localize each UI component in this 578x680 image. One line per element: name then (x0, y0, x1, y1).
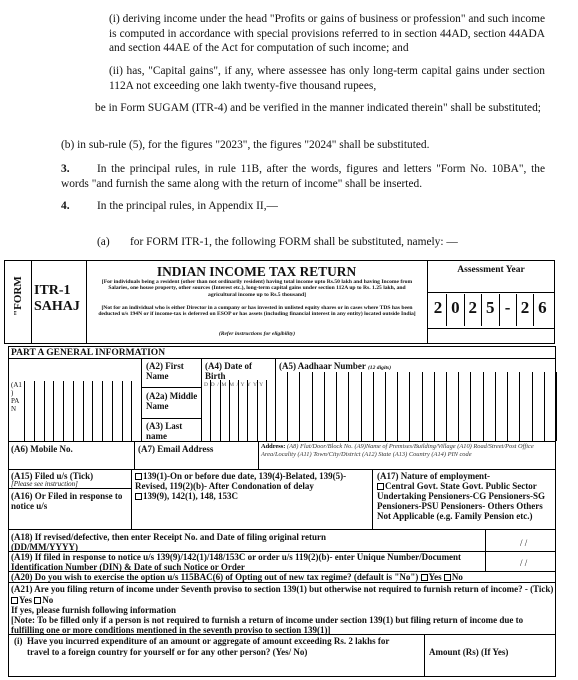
assessment-year-label: Assessment Year (457, 265, 525, 275)
part-a-heading: PART A GENERAL INFORMATION (11, 348, 166, 358)
a21-note-2: [Note: To be filled only if a person is not required to furnish a return of income under section 139(1) but filing return of income due to fulfilling one or more conditions mentioned in the seventh proviso to section 139(1)] (11, 615, 524, 635)
a15-options-text: 139(1)-On or before due date, 139(4)-Belated, 139(5)-Revised, 119(2)(b)- After Condonation of delay (135, 471, 347, 491)
char-cell-divider (102, 381, 103, 441)
digit-divider (516, 294, 517, 326)
checkbox-icon[interactable] (34, 597, 41, 604)
char-cell-divider (83, 381, 84, 441)
a17-options-text: Central Govt. State Govt. Public Sector Undertaking Pensioners-CG Pensioners-SG Pensioners-PSU Pensioners- Others Others Not Applicable (e.g. Family Pension etc.) (377, 481, 546, 521)
assessment-year-digit: 6 (538, 298, 547, 317)
address-fields (261, 443, 553, 458)
char-cell-divider (532, 372, 533, 441)
a21-question: (A21) Are you filing return of income under Seventh proviso to section 139(1) but otherwise not required to furnish return of income? - (Tick) (11, 584, 554, 594)
a17-label: (A17) Nature of employment- (377, 471, 491, 481)
a17-options[interactable] (377, 481, 552, 521)
clause-i: (i) deriving income under the head "Profits or gains of business or profession" and such income is computed in accordance with special provisions referred to in section 44AD, section 44ADA and section 44AE of the Act for computation of such income; and (109, 13, 545, 55)
char-cell-divider (507, 372, 508, 441)
char-cell-divider (131, 381, 132, 441)
char-cell-divider (141, 381, 142, 441)
address-a14: (A14) PIN code (431, 450, 472, 458)
char-cell-divider (247, 380, 248, 441)
char-cell-divider (373, 372, 374, 441)
a15-options[interactable] (135, 471, 370, 491)
checkbox-icon[interactable] (135, 493, 142, 500)
rule-4-number: 4. (61, 200, 70, 212)
form-eligibility-note: (Refer instructions for eligibility) (218, 331, 296, 337)
char-cell-divider (275, 372, 276, 441)
char-cell-divider (266, 380, 267, 441)
assessment-year-digit: 2 (468, 298, 478, 317)
first-name-label: (A2) First Name (146, 361, 184, 381)
char-cell-divider (483, 372, 484, 441)
form-side-label: "FORM (12, 276, 24, 316)
char-cell-divider (312, 372, 313, 441)
address-a8: (A8) Flat/Door/Block No. (287, 443, 353, 450)
checkbox-icon[interactable] (444, 574, 451, 581)
a20-no: No (451, 572, 463, 582)
form-eligibility-2: [Not for an individual who is either Director in a company or has invested in unlisted equity shares or in cases where TDS has been deducted u/s 194N or if income-tax is deferred on ESOP or has assets (including financial interest in any entity) located outside India] (98, 305, 416, 318)
aadhaar-digit-note: (12 digits) (367, 365, 392, 371)
digit-divider (481, 294, 482, 326)
pan-label: (A1 ) PA N (11, 381, 22, 413)
form-name: SAHAJ (34, 299, 80, 314)
clause-tail: be in Form SUGAM (ITR-4) and be verified in the manner indicated therein" shall be substituted; (95, 102, 541, 114)
char-cell-divider (44, 381, 45, 441)
a16-options[interactable] (135, 491, 370, 501)
a21-options (11, 595, 53, 605)
a15-label-text: (A15) Filed u/s (Tick) (11, 471, 94, 481)
digit-divider (533, 294, 534, 326)
address-a12: (A12) State (362, 450, 392, 458)
a18-label: (A18) If revised/defective, then enter Receipt No. and Date of filing original return (DD/MM/YYYY) (11, 532, 326, 552)
char-cell-divider (324, 372, 325, 441)
char-cell-divider (220, 380, 221, 441)
aadhaar-label (279, 361, 391, 371)
assessment-year-digit: 2 (520, 298, 530, 317)
digit-divider (446, 294, 447, 326)
a21-yes: Yes (19, 595, 32, 605)
clause-a-label: (a) (97, 236, 110, 248)
a16-options-text: 139(9), 142(1), 148, 153C (143, 491, 238, 501)
checkbox-icon[interactable] (377, 483, 384, 490)
a19-label: (A19) If filed in response to notice u/s 139(9)/142(1)/148/153C or order u/s 119(2)(b)- enter Unique Number/Document Identification Number (DIN) & Date of such Notice or Order (11, 552, 462, 572)
dob-label: (A4) Date of Birth (205, 361, 252, 381)
amount-label: Amount (Rs) (If Yes) (429, 647, 509, 657)
digit-divider (499, 294, 500, 326)
char-cell-divider (470, 372, 471, 441)
char-cell-divider (257, 380, 258, 441)
address-label: Address: (261, 443, 286, 450)
address-a10: Area/Locality (261, 450, 296, 458)
char-cell-divider (210, 380, 211, 441)
q-i-number: (i) (14, 636, 23, 646)
rule-3-number: 3. (61, 163, 70, 175)
char-cell-divider (434, 372, 435, 441)
a21-note-1: If yes, please furnish following information (11, 605, 177, 615)
char-cell-divider (73, 381, 74, 441)
address-a9: (A9)Name of Premises/Building/Village (A10) Road/Street/Post Office (354, 443, 534, 450)
char-cell-divider (299, 372, 300, 441)
char-cell-divider (348, 372, 349, 441)
char-cell-divider (229, 380, 230, 441)
a20-yes: Yes (428, 572, 442, 582)
char-cell-divider (34, 381, 35, 441)
char-cell-divider (63, 381, 64, 441)
address-a11: (A11) Town/City/District (297, 450, 361, 458)
char-cell-divider (446, 372, 447, 441)
address-a13: (A13) Country (392, 450, 430, 458)
char-cell-divider (409, 372, 410, 441)
middle-name-label: (A2a) Middle Name (146, 391, 198, 411)
char-cell-divider (336, 372, 337, 441)
last-name-label: (A3) Last name (146, 421, 183, 441)
assessment-year-digit: 5 (485, 298, 495, 317)
form-eligibility-1: [For individuals being a resident (other than not ordinarily resident) having total income upto Rs.50 lakh and having Income from Salaries, one house property, other sources (Interest etc.), long-term capital gains under section 112A up to Rs. 1.25 lakh, and agricultural income up to Rs.5 thousand] (101, 279, 413, 298)
char-cell-divider (112, 381, 113, 441)
char-cell-divider (544, 372, 545, 441)
char-cell-divider (92, 381, 93, 441)
assessment-year-digit: - (504, 298, 511, 317)
aadhaar-label-text: (A5) Aadhaar Number (279, 361, 366, 371)
rule-3-text (61, 162, 545, 191)
a20-text: (A20) Do you wish to exercise the option u/s 115BAC(6) of Opting out of new tax regime? (default is "No") (11, 572, 419, 582)
char-cell-divider (24, 381, 25, 441)
a16-label: (A16) Or Filed in response to notice u/s (11, 491, 123, 511)
char-cell-divider (458, 372, 459, 441)
checkbox-icon[interactable] (11, 597, 18, 604)
mobile-label: (A6) Mobile No. (11, 444, 73, 454)
form-title: INDIAN INCOME TAX RETURN (156, 264, 357, 279)
rule-4-text: In the principal rules, in Appendix II,— (97, 200, 278, 212)
form-code: ITR-1 (34, 283, 71, 298)
char-cell-divider (53, 381, 54, 441)
a15-note: [Please see instruction] (11, 480, 78, 488)
char-cell-divider (238, 380, 239, 441)
char-cell-divider (519, 372, 520, 441)
char-cell-divider (361, 372, 362, 441)
a20-question (11, 572, 551, 582)
digit-divider (464, 294, 465, 326)
checkbox-icon[interactable] (421, 574, 428, 581)
assessment-year-digit: 2 (433, 298, 443, 317)
dob-mask: D D / M M / Y Y Y Y (204, 382, 264, 388)
char-cell-divider (201, 380, 202, 441)
a19-date[interactable]: / / (520, 558, 528, 568)
char-cell-divider (495, 372, 496, 441)
clause-b: (b) in sub-rule (5), for the figures "2023", the figures "2024" shall be substituted. (61, 139, 430, 151)
char-cell-divider (122, 381, 123, 441)
email-label: (A7) Email Address (138, 444, 214, 454)
char-cell-divider (422, 372, 423, 441)
char-cell-divider (397, 372, 398, 441)
clause-a-text: for FORM ITR-1, the following FORM shall be substituted, namely: — (130, 236, 458, 248)
clause-ii: (ii) has, "Capital gains", if any, where assessee has only long-term capital gains under section 112A not exceeding one lakh twenty-five thousand rupees, (109, 65, 545, 92)
a18-date[interactable]: / / (520, 538, 528, 548)
assessment-year-digit: 0 (451, 298, 460, 317)
char-cell-divider (385, 372, 386, 441)
char-cell-divider (556, 372, 557, 441)
q-i-text: Have you incurred expenditure of an amount or aggregate of amount exceeding Rs. 2 lakhs for travel to a foreign country for yourself or for any other person? (Yes/ No) (27, 636, 390, 657)
char-cell-divider (287, 372, 288, 441)
checkbox-icon[interactable] (135, 473, 142, 480)
a21-no: No (42, 595, 54, 605)
rule-3-body: In the principal rules, in rule 11B, after the words, figures and letters "Form No. 10BA", the words "and furnish the same along with the return of income" shall be inserted. (61, 163, 545, 190)
